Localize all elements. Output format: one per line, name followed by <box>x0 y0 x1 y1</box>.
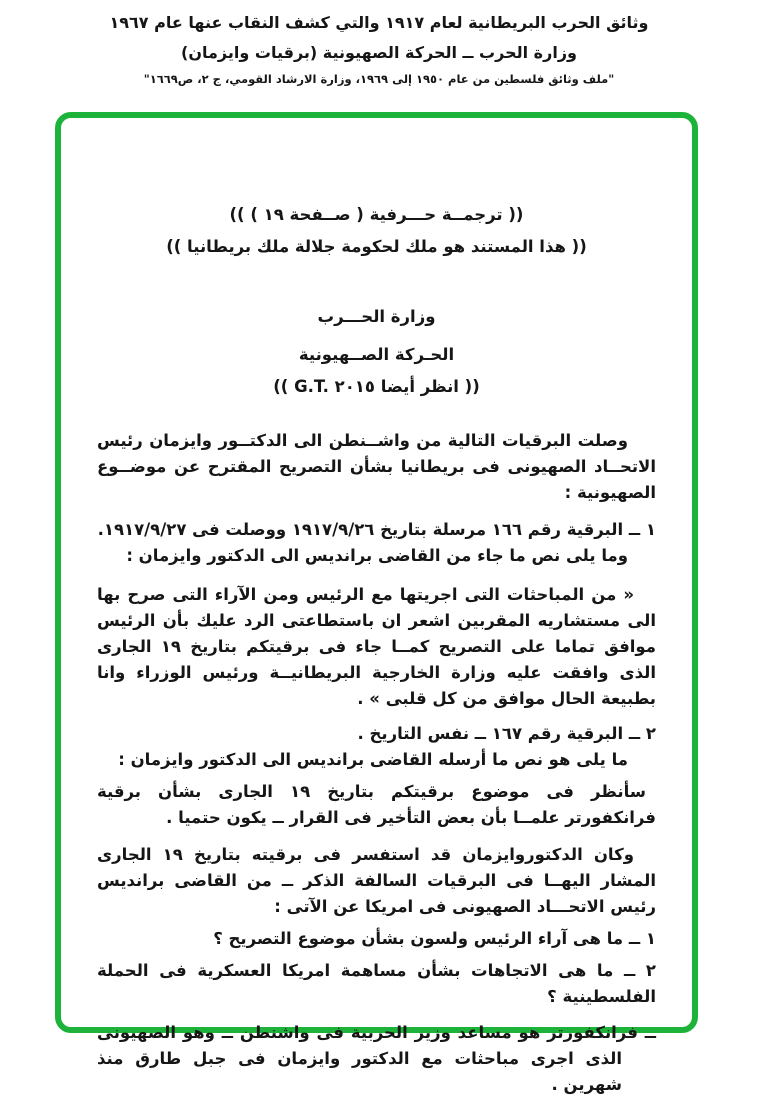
telegram1-heading <box>97 517 656 543</box>
green-border-frame <box>55 112 698 1094</box>
intro-paragraph: وصلت البرقيات التالية من واشــنطن الى الدكتــور وايزمان رئيس الاتحــاد الصهيونى فى بريطانيا بشأن التصريح المقترح عن موضــوع الصهيونية : <box>97 431 656 502</box>
inquiry-intro: وكان الدكتوروايزمان قد استفسر فى برقيته بتاريخ ١٩ الجارى المشار اليهــا فى البرقيات السالفة الذكر ــ من القاضى برانديس رئيس الاتحـــاد الصهيونى فى امريكا عن الآتى : <box>97 845 656 916</box>
translation-note: (( ترجمــة حـــرفية ( صــفحة ١٩ ) )) <box>229 205 524 224</box>
header-subtitle: وزارة الحرب ــ الحركة الصهيونية (برقيات وايزمان) <box>181 43 577 62</box>
frankfurter-footnote: ــ فرانكفورتر هو مساعد وزير الحربية فى واشنطن ــ وهو الصهيونى الذى اجرى مباحثات مع الدكتور وايزمان فى جبل طارق منذ شهرين . <box>97 1023 656 1094</box>
inquiry-question-2: ٢ ــ ما هى الاتجاهات بشأن مساهمة امريكا العسكرية فى الحملة الفلسطينية ؟ <box>97 961 656 1006</box>
reference-note: (( انظر أيضا ٢٠١٥ ‎G.T.‎ )) <box>273 377 480 396</box>
ministry-title: وزارة الحـــرب <box>317 307 436 326</box>
telegram1-sub-line: وما يلى نص ما جاء من القاضى برانديس الى الدكتور وايزمان : <box>126 546 628 565</box>
telegram2-heading: ٢ ــ البرقية رقم ١٦٧ ــ نفس التاريخ . <box>357 724 656 743</box>
telegram1-heading-period: . <box>97 520 104 539</box>
inquiry-question-1: ١ ــ ما هى آراء الرئيس ولسون بشأن موضوع التصريح ؟ <box>213 929 656 948</box>
telegram2-quote: سأنظر فى موضوع برقيتكم بتاريخ ١٩ الجارى بشأن برقية فرانكفورتر علمــا بأن بعض التأخير فى القرار ــ يكون حتميا . <box>97 782 656 827</box>
telegram1-heading-date: ١٩١٧/٩/٢٧ <box>103 520 187 539</box>
subject-title: الحـركة الصــهيونية <box>298 345 455 364</box>
document-body <box>61 118 692 1098</box>
telegram1-heading-text: ١ ــ البرقية رقم ١٦٦ مرسلة بتاريخ ١٩١٧/٩/٢٦ ووصلت فى <box>186 520 656 539</box>
header-title: وثائق الحرب البريطانية لعام ١٩١٧ والتي كشف النقاب عنها عام ١٩٦٧ <box>109 13 649 32</box>
page-header <box>0 0 758 86</box>
ownership-note: (( هذا المستند هو ملك لحكومة جلالة ملك بريطانيا )) <box>166 237 587 256</box>
telegram1-quote: « من المباحثات التى اجريتها مع الرئيس ومن الآراء التى صرح بها الى مستشاريه المقربين اشعر ان باستطاعتى الرد عليك بأن الرئيس موافق تماما على التصريح كمــا جاء فى برقيتكم بتاريخ ١٩ الجارى الذى وافقت عليه وزارة الخارجية البريطانيــة ورئيس الوزراء وانا بطبيعة الحال موافق من كل قلبى » . <box>97 585 656 708</box>
telegram2-sub-line: ما يلى هو نص ما أرسله القاضى برانديس الى الدكتور وايزمان : <box>118 750 628 769</box>
header-source-citation: "ملف وثائق فلسطين من عام ١٩٥٠ إلى ١٩٦٩، وزارة الارشاد القومي، ج ٢، ص١٦٦٩" <box>143 72 615 86</box>
